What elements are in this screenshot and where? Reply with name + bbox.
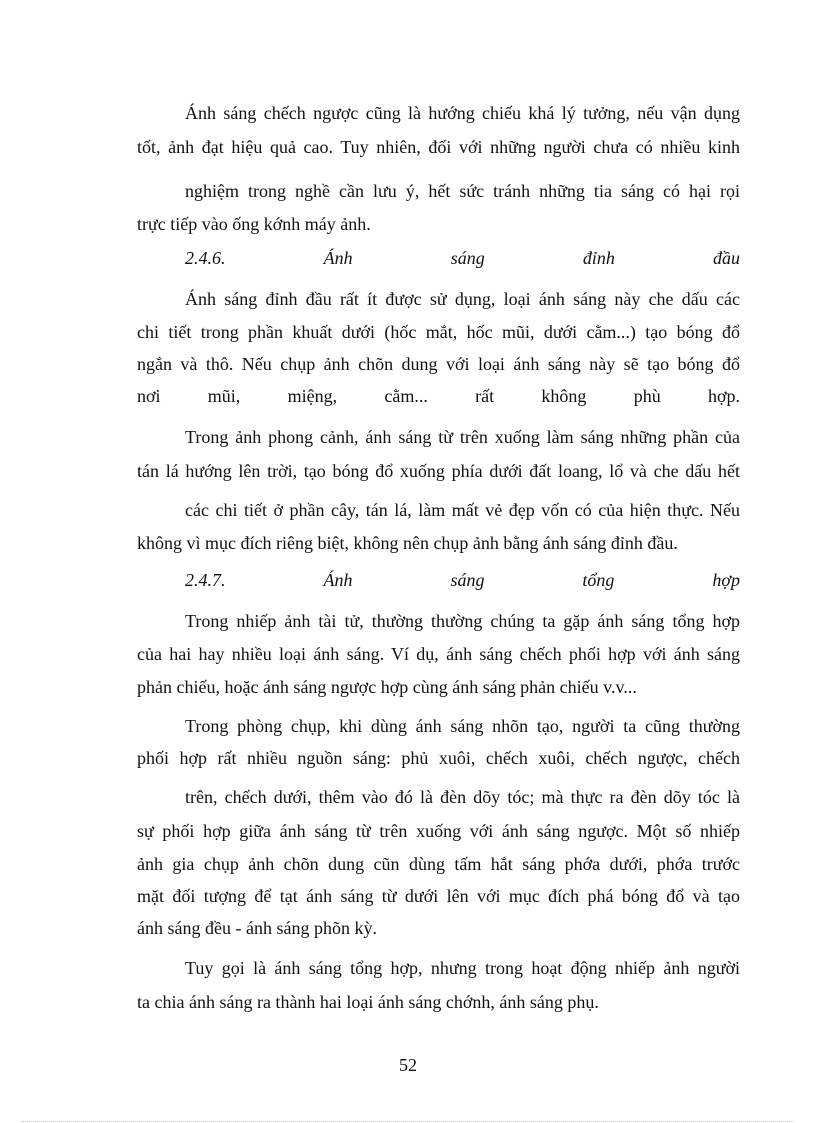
text-line: nơi mũi, miệng, cằm... rất không phù hợp. — [137, 386, 740, 406]
text-line: chi tiết trong phần khuất dưới (hốc mắt, hốc mũi, dưới cằm...) tạo bóng đổ — [137, 322, 740, 342]
text-line: ảnh gia chụp ảnh chõn dung cũn dùng tấm hắt sáng phớa dưới, phớa trước — [137, 854, 740, 874]
text-line: tán lá hướng lên trời, tạo bóng đổ xuống phía dưới đất loang, lổ và che dấu hết — [137, 461, 740, 481]
text-line: Trong phòng chụp, khi dùng ánh sáng nhõn tạo, người ta cũng thường — [185, 716, 740, 736]
text-line: Trong nhiếp ảnh tài tử, thường thường chúng ta gặp ánh sáng tổng hợp — [185, 611, 740, 631]
text-line: của hai hay nhiều loại ánh sáng. Ví dụ, ánh sáng chếch phối hợp với ánh sáng — [137, 644, 740, 664]
text-line: ngắn và thô. Nếu chụp ảnh chõn dung với loại ánh sáng này sẽ tạo bóng đổ — [137, 354, 740, 374]
text-line: nghiệm trong nghề cần lưu ý, hết sức tránh những tia sáng có hại rọi — [185, 181, 740, 201]
footer-divider — [22, 1121, 794, 1122]
page-number: 52 — [399, 1055, 417, 1075]
text-line: tốt, ảnh đạt hiệu quả cao. Tuy nhiên, đối với những người chưa có nhiều kinh — [137, 137, 740, 157]
section-heading: 2.4.6. Ánh sáng đỉnh đầu — [185, 248, 740, 268]
text-line: phản chiếu, hoặc ánh sáng ngược hợp cùng ánh sáng phản chiếu v.v... — [137, 677, 637, 697]
text-line: trên, chếch dưới, thêm vào đó là đèn dõy tóc; mà thực ra đèn dõy tóc là — [185, 787, 740, 807]
section-heading: 2.4.7. Ánh sáng tổng hợp — [185, 570, 740, 590]
text-line: các chi tiết ở phần cây, tán lá, làm mất vẻ đẹp vốn có của hiện thực. Nếu — [185, 500, 740, 520]
text-line: ta chia ánh sáng ra thành hai loại ánh sáng chớnh, ánh sáng phụ. — [137, 992, 599, 1012]
text-line: Trong ảnh phong cảnh, ánh sáng từ trên xuống làm sáng những phần của — [185, 427, 740, 447]
text-line: mặt đối tượng để tạt ánh sáng từ dưới lên với mục đích phá bóng đổ và tạo — [137, 886, 740, 906]
text-line: phối hợp rất nhiều nguồn sáng: phủ xuôi, chếch xuôi, chếch ngược, chếch — [137, 748, 740, 768]
text-line: Ánh sáng chếch ngược cũng là hướng chiếu khá lý tưởng, nếu vận dụng — [185, 103, 740, 123]
text-line: không vì mục đích riêng biệt, không nên chụp ảnh bằng ánh sáng đỉnh đầu. — [137, 533, 678, 553]
text-line: sự phối hợp giữa ánh sáng từ trên xuống với ánh sáng ngược. Một số nhiếp — [137, 821, 740, 841]
text-line: trực tiếp vào ống kớnh máy ảnh. — [137, 214, 371, 234]
text-line: ánh sáng đều - ánh sáng phõn kỳ. — [137, 918, 377, 938]
text-line: Ánh sáng đỉnh đầu rất ít được sử dụng, loại ánh sáng này che dấu các — [185, 289, 740, 309]
text-line: Tuy gọi là ánh sáng tổng hợp, nhưng trong hoạt động nhiếp ảnh người — [185, 958, 740, 978]
